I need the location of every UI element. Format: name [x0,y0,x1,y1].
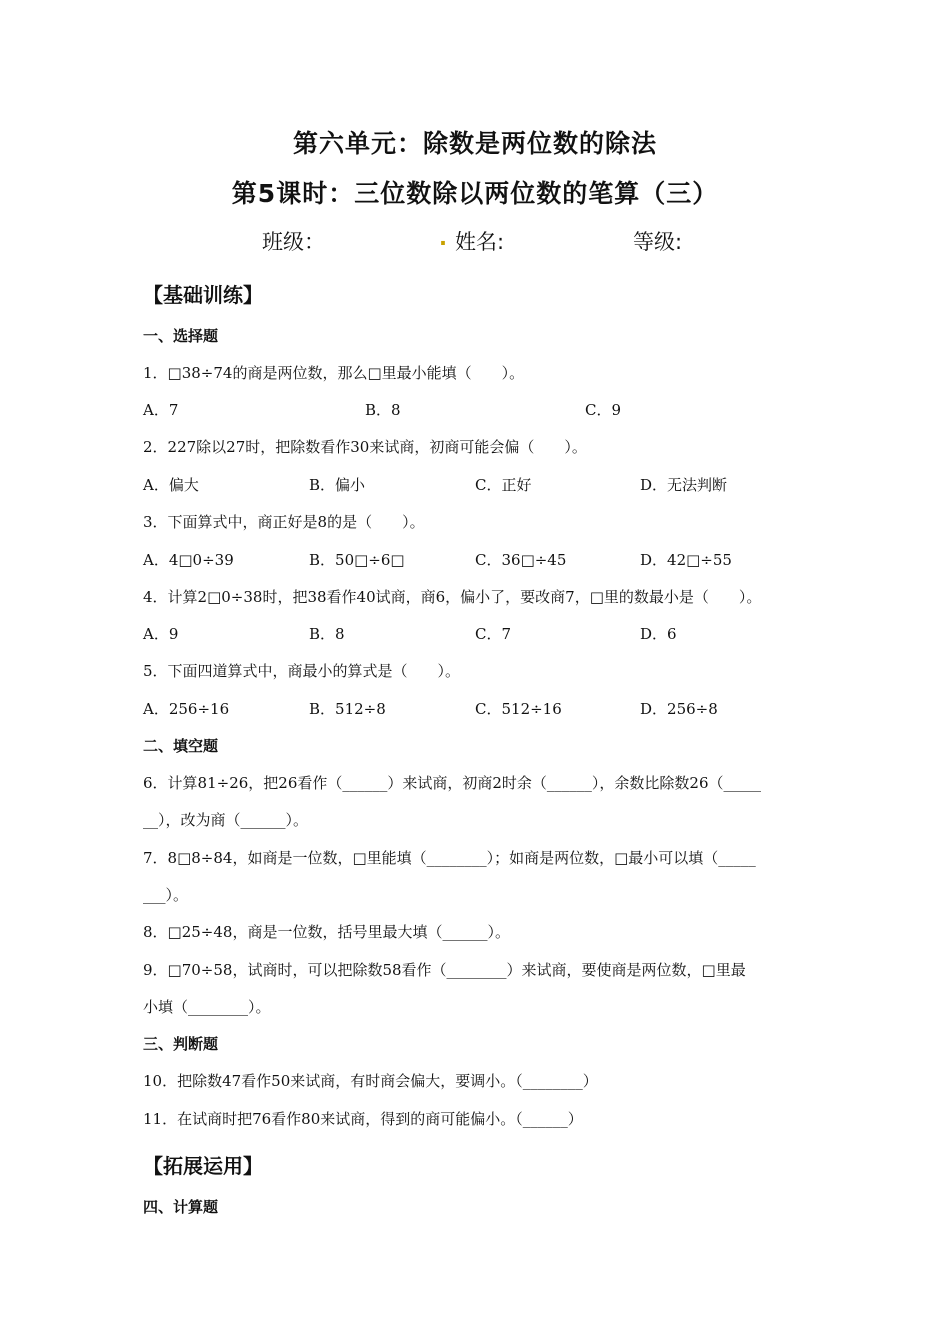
question-6-line-1: 6．计算81÷26，把26看作（______）来试商，初商2时余（______），余数比除数26（_____ [143,774,762,792]
question-5: 5．下面四道算式中，商最小的算式是（ ）。 [143,662,461,680]
q3-option-a: A．4□0÷39 [143,551,234,569]
q3-option-b: B．50□÷6□ [309,551,405,569]
part-judge-heading: 三、判断题 [143,1035,219,1053]
question-10: 10．把除数47看作50来试商，有时商会偏大，要调小。（________） [143,1072,598,1090]
q1-option-b: B．8 [365,401,401,419]
q5-option-c: C．512÷16 [475,700,562,718]
section-basic-training: 【基础训练】 [143,283,263,307]
class-label: 班级： [262,230,325,254]
question-2: 2．227除以27时，把除数看作30来试商，初商可能会偏（ ）。 [143,438,587,456]
part-calc-heading: 四、计算题 [143,1198,219,1216]
separator-dot: . [439,226,447,250]
name-label: 姓名: [455,230,505,254]
question-9-line-1: 9．□70÷58，试商时，可以把除数58看作（________）来试商，要使商是两位数，□里最 [143,961,746,979]
question-1: 1．□38÷74的商是两位数，那么□里最小能填（ ）。 [143,364,525,382]
q1-option-a: A．7 [143,401,179,419]
q1-option-c: C．9 [585,401,622,419]
question-9-line-2: 小填（________）。 [143,998,271,1016]
part-choice-heading: 一、选择题 [143,327,219,345]
question-7-line-1: 7．8□8÷84，如商是一位数，□里能填（________）；如商是两位数，□最小可以填（_____ [143,849,756,867]
q2-option-c: C．正好 [475,476,532,494]
question-8: 8．□25÷48，商是一位数，括号里最大填（______）。 [143,923,510,941]
q4-option-b: B．8 [309,625,345,643]
question-6-line-2: __），改为商（______）。 [143,811,309,829]
q4-option-a: A．9 [143,625,179,643]
q2-option-a: A．偏大 [143,476,199,494]
q5-option-d: D．256÷8 [640,700,718,718]
q2-option-b: B．偏小 [309,476,366,494]
q5-option-b: B．512÷8 [309,700,386,718]
lesson-title: 第5课时：三位数除以两位数的笔算（三） [231,179,719,208]
q3-option-c: C．36□÷45 [475,551,567,569]
question-3: 3．下面算式中，商正好是8的是（ ）。 [143,513,425,531]
q3-option-d: D．42□÷55 [640,551,732,569]
part-fill-heading: 二、填空题 [143,737,219,755]
grade-label: 等级: [633,230,683,254]
q4-option-c: C．7 [475,625,512,643]
q2-option-d: D．无法判断 [640,476,728,494]
unit-title: 第六单元：除数是两位数的除法 [292,129,657,158]
question-7-line-2: ___）。 [143,886,189,904]
question-4: 4．计算2□0÷38时，把38看作40试商，商6，偏小了，要改商7，□里的数最小是（ ）。 [143,588,762,606]
question-11: 11．在试商时把76看作80来试商，得到的商可能偏小。（______） [143,1110,583,1128]
section-extension: 【拓展运用】 [143,1154,263,1178]
q4-option-d: D．6 [640,625,677,643]
q5-option-a: A．256÷16 [143,700,230,718]
